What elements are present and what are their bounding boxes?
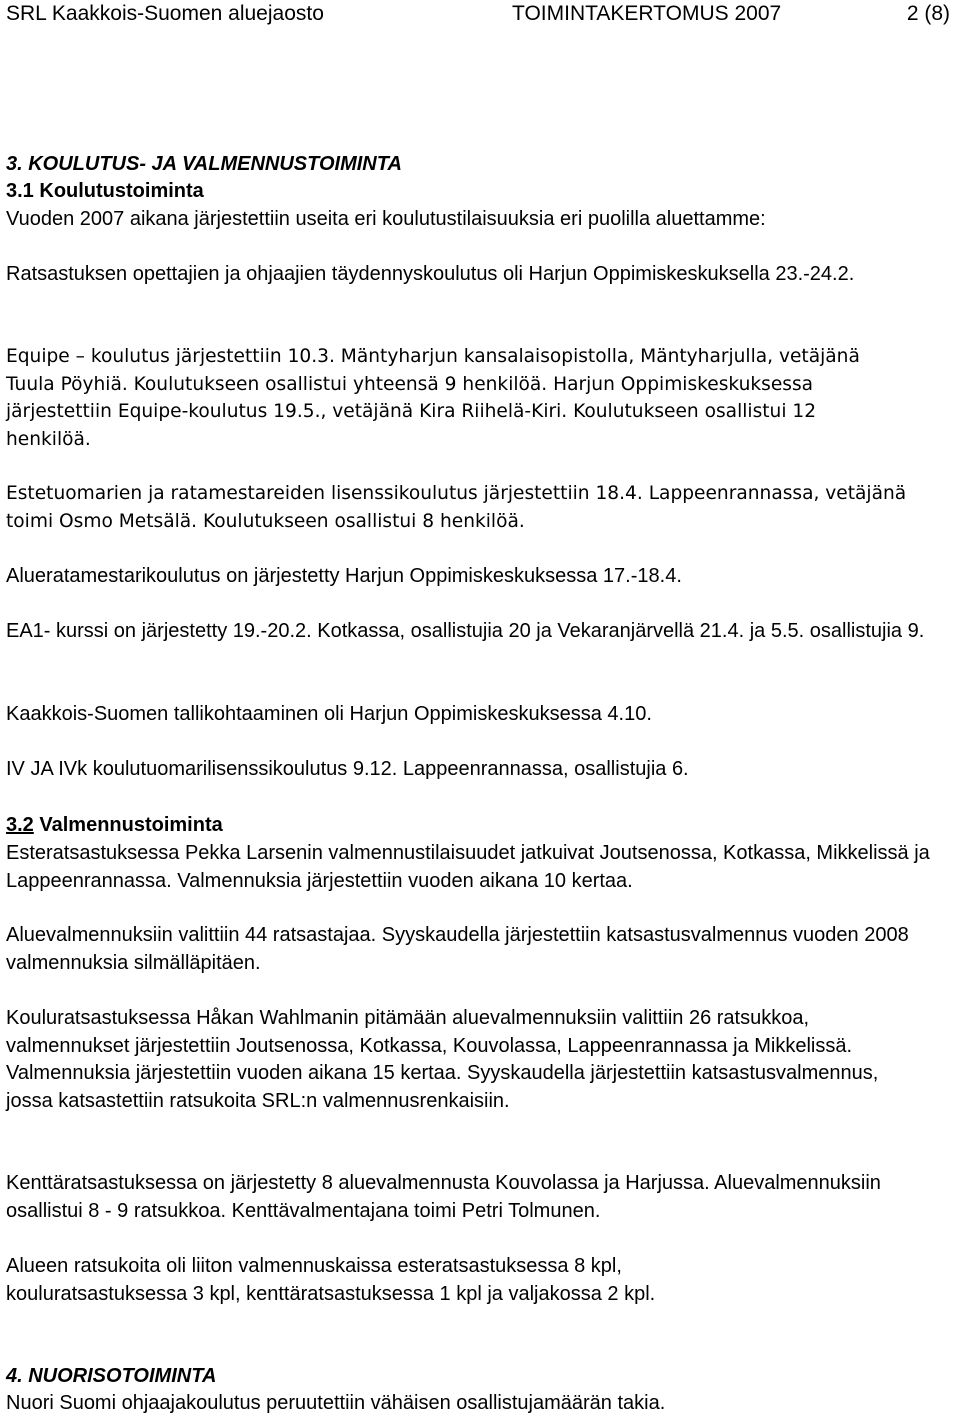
subsection-3-2-title: Valmennustoiminta	[33, 814, 223, 836]
paragraph-jumping-coaching: Esteratsastuksessa Pekka Larsenin valmennustilaisuudet jatkuivat Joutsenossa, Kotkassa, Mikkelissä ja Lappeenrannassa. Valmennuksia järjestettiin vuoden aikana 10 kertaa.	[6, 842, 930, 892]
paragraph-national-rings: Alueen ratsukoita oli liiton valmennuskaissa esteratsastuksessa 8 kpl, kouluratsastuksessa 3 kpl, kenttäratsastuksessa 1 kpl ja valjakossa 2 kpl.	[6, 1255, 656, 1305]
intro-paragraph: Vuoden 2007 aikana järjestettiin useita eri koulutustilaisuuksia eri puolilla aluettamme:	[6, 208, 766, 230]
header-page-number: 2 (8)	[906, 2, 950, 25]
paragraph-ea1-course: EA1- kurssi on järjestetty 19.-20.2. Kotkassa, osallistujia 20 ja Vekaranjärvellä 21.4. ja 5.5. osallistujia 9.	[6, 620, 925, 642]
paragraph-dressage-coaching: Kouluratsastuksessa Håkan Wahlmanin pitämään aluevalmennuksiin valittiin 26 ratsukkoa, valmennukset järjestettiin Joutsenossa, Kotkassa, Kouvolassa, Lappeenrannassa ja Mikkelissä. Valmennuksia järjestettiin vuoden aikana 15 kertaa. Syyskaudella järjestettiin katsastusvalmennus, jossa katsastettiin ratsukoita SRL:n valmennusrenkaisiin.	[6, 1007, 879, 1112]
section-3-heading: 3. KOULUTUS- JA VALMENNUSTOIMINTA	[6, 153, 402, 175]
subsection-3-1-number: 3.1	[6, 180, 34, 202]
paragraph-stable-meeting: Kaakkois-Suomen tallikohtaaminen oli Harjun Oppimiskeskuksessa 4.10.	[6, 703, 652, 725]
paragraph-teacher-training: Ratsastuksen opettajien ja ohjaajien täydennyskoulutus oli Harjun Oppimiskeskuksella 23.-24.2.	[6, 263, 855, 285]
subsection-3-1-title: Koulutustoiminta	[33, 180, 204, 202]
paragraph-course-designer-training: Alueratamestarikoulutus on järjestetty Harjun Oppimiskeskuksessa 17.-18.4.	[6, 565, 682, 587]
paragraph-judge-license: IV JA IVk koulutuomarilisenssikoulutus 9.12. Lappeenrannassa, osallistujia 6.	[6, 758, 689, 780]
paragraph-eventing-coaching: Kenttäratsastuksessa on järjestetty 8 aluevalmennusta Kouvolassa ja Harjussa. Aluevalmennuksiin osallistui 8 - 9 ratsukkoa. Kenttävalmentajana toimi Petri Tolmunen.	[6, 1172, 881, 1222]
paragraph-regional-coaching: Aluevalmennuksiin valittiin 44 ratsastajaa. Syyskaudella järjestettiin katsastusvalmennus vuoden 2008 valmennuksia silmälläpitäen.	[6, 924, 909, 974]
subsection-3-1-heading	[6, 178, 954, 206]
paragraph-youth-training: Nuori Suomi ohjaajakoulutus peruutettiin vähäisen osallistujamäärän takia.	[6, 1392, 666, 1414]
header-doc-title: TOIMINTAKERTOMUS 2007	[512, 2, 782, 25]
paragraph-equipe-training: Equipe – koulutus järjestettiin 10.3. Mäntyharjun kansalaisopistolla, Mäntyharjulla, vetäjänä Tuula Pöyhiä. Koulutukseen osallistui yhteensä 9 henkilöä. Harjun Oppimiskeskuksessa järjestettiin Equipe-koulutus 19.5., vetäjänä Kira Riihelä-Kiri. Koulutukseen osallistui 12 henkilöä.	[6, 346, 860, 450]
header-org: SRL Kaakkois-Suomen aluejaosto	[6, 2, 324, 25]
subsection-3-2-heading	[6, 812, 954, 840]
paragraph-judges-training: Estetuomarien ja ratamestareiden lisenssikoulutus järjestettiin 18.4. Lappeenrannassa, vetäjänä toimi Osmo Metsälä. Koulutukseen osallistui 8 henkilöä.	[6, 483, 907, 532]
subsection-3-2-number: 3.2	[6, 814, 34, 836]
section-4-heading: 4. NUORISOTOIMINTA	[6, 1365, 217, 1387]
